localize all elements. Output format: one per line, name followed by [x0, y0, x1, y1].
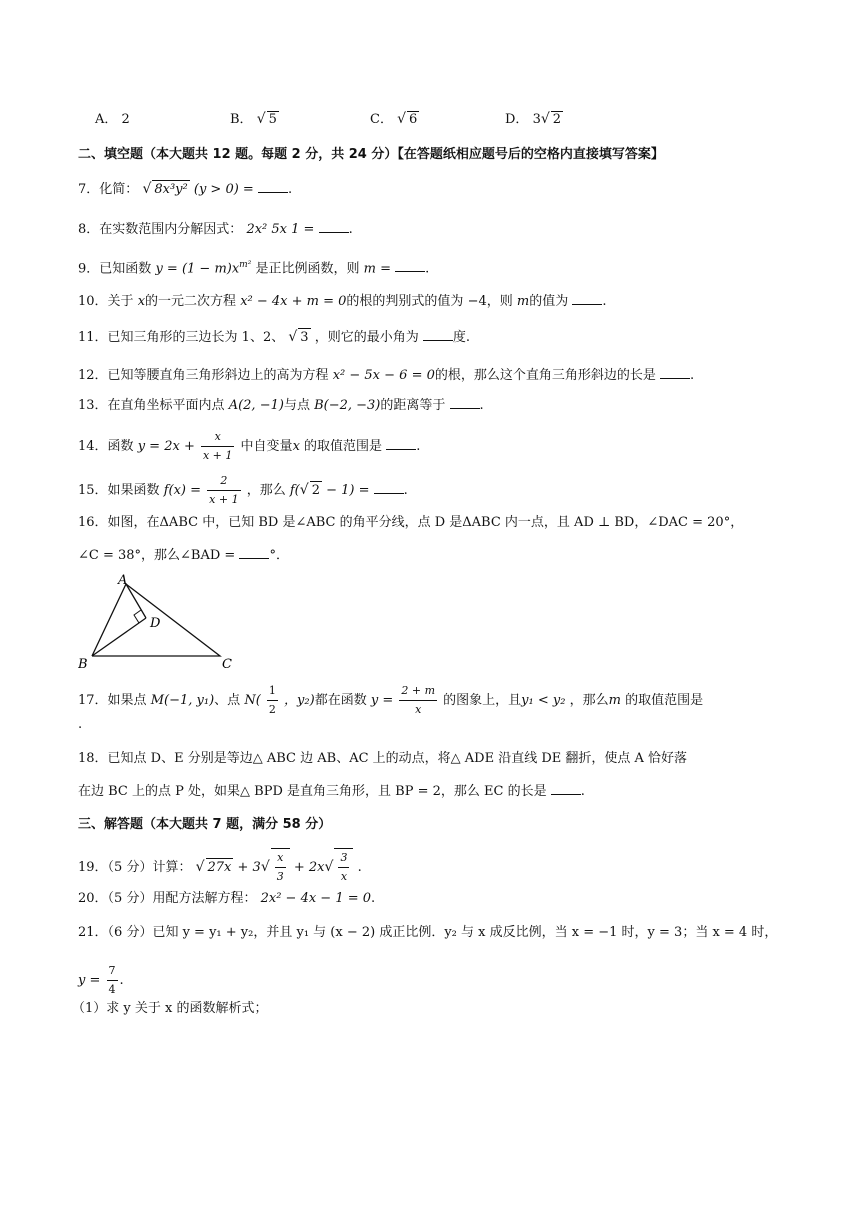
question-9: 9．已知函数 $y = (1 - m)x^{m^2}$ 是正比例函数，则 m = . — [78, 260, 430, 277]
question-8: 8．在实数范围内分解因式： 2x² 5x 1 = . — [78, 222, 353, 237]
answer-blank[interactable] — [551, 782, 581, 795]
fraction: $\frac{x}{3}$ — [276, 851, 284, 883]
answer-blank[interactable] — [319, 220, 349, 233]
triangle-figure — [78, 572, 248, 672]
label-b: B — [78, 657, 88, 672]
answer-blank[interactable] — [395, 259, 425, 272]
question-7: 7．化简： √ 8x³y² (y > 0) = . — [78, 181, 293, 197]
answer-blank[interactable] — [386, 437, 416, 450]
sqrt-icon: √ — [324, 859, 334, 875]
choice-a: A． 2 — [95, 112, 130, 127]
answer-blank[interactable] — [374, 481, 404, 494]
question-18-line-1: 18．已知点 D、E 分别是等边△ ABC 边 AB、AC 上的动点，将△ ADE 沿直线 DE 翻折，使点 A 恰好落 — [78, 751, 688, 766]
segment-bd — [92, 618, 146, 656]
question-10: 10．关于 x的一元二次方程 x² − 4x + m = 0的根的判别式的值为 −4，则 m的值为 . — [78, 294, 607, 309]
answer-blank[interactable] — [239, 546, 269, 559]
question-17-line-2: . — [78, 717, 83, 732]
fraction: $\frac{1}{2}$ — [268, 684, 276, 716]
fraction: $\frac{7}{4}$ — [108, 964, 116, 996]
question-21-part-1: （1）求 y 关于 x 的函数解析式； — [72, 1001, 268, 1016]
choice-c: C． √ 6 — [370, 111, 418, 127]
section-2-title: 二、填空题（本大题共 12 题。每题 2 分，共 24 分）【在答题纸相应题号后的空格内直接填写答案】 — [78, 147, 664, 162]
label-a: A — [118, 573, 128, 588]
question-13: 13．在直角坐标平面内点 A(2, −1)与点 B(−2, −3)的距离等于 . — [78, 398, 484, 413]
question-11: 11．已知三角形的三边长为 1、2、 √ 3 ，则它的最小角为 度. — [78, 329, 471, 345]
segment-ad — [126, 584, 146, 618]
question-20: 20．（5 分）用配方法解方程： 2x² − 4x − 1 = 0. — [78, 891, 376, 906]
sqrt-icon: √ — [260, 859, 270, 875]
sqrt-icon: √ — [299, 482, 309, 498]
sqrt-icon: √ — [397, 111, 407, 127]
question-16-line-2: ∠C = 38°，那么∠BAD = °． — [78, 548, 289, 563]
answer-blank[interactable] — [423, 328, 453, 341]
choices-row — [95, 108, 655, 128]
sqrt-icon: √ — [195, 859, 205, 875]
fraction: $\frac{2 + m}{x}$ — [401, 684, 435, 716]
question-18-line-2: 在边 BC 上的点 P 处，如果△ BPD 是直角三角形，且 BP = 2，那么 EC 的长是 . — [78, 784, 585, 799]
question-12: 12．已知等腰直角三角形斜边上的高为方程 x² − 5x − 6 = 0的根，那么这个直角三角形斜边的长是 . — [78, 368, 695, 383]
sqrt-icon: √ — [288, 329, 298, 345]
sqrt-icon: √ — [142, 181, 152, 197]
label-c: C — [222, 657, 232, 672]
triangle-diagram — [78, 572, 248, 672]
answer-blank[interactable] — [258, 180, 288, 193]
fraction: $\frac{3}{x}$ — [340, 851, 348, 883]
question-21-line-2: y = $\frac{7}{4}$ . — [78, 962, 124, 999]
choice-d: D． 3√ 2 — [505, 111, 562, 127]
label-d: D — [150, 616, 161, 631]
right-angle-mark — [134, 610, 141, 623]
question-16-line-1: 16．如图，在ΔABC 中，已知 BD 是∠ABC 的角平分线，点 D 是ΔABC 内一点，且 AD ⊥ BD，∠DAC = 20°， — [78, 515, 744, 530]
answer-blank[interactable] — [660, 366, 690, 379]
sqrt-icon: √ — [540, 111, 550, 127]
question-17: 17．如果点 M(−1, y₁)、点 N( $\frac{1}{2}$ ，y₂)都在函数 y = $\frac{2 + m}{x}$ 的图象上，且y₁ < y₂ ，那么m 的取值范围是 — [78, 682, 703, 719]
answer-blank[interactable] — [572, 292, 602, 305]
sqrt-icon: √ — [256, 111, 266, 127]
answer-blank[interactable] — [450, 396, 480, 409]
question-15: 15．如果函数 f(x) = $\frac{2}{x + 1}$ ，那么 f(√ 2 − 1) = . — [78, 472, 408, 509]
section-3-title: 三、解答题（本大题共 7 题，满分 58 分） — [78, 817, 332, 832]
fraction: $\frac{2}{x + 1}$ — [209, 474, 239, 506]
question-19: 19．（5 分）计算： √ 27x + 3√ $\frac{x}{3}$ + 2x√ $\frac{3}{x}$ . — [78, 848, 362, 886]
choice-b: B． √ 5 — [230, 111, 277, 127]
question-14: 14．函数 y = 2x + $\frac{x}{x + 1}$ 中自变量x 的取值范围是 . — [78, 428, 420, 465]
question-21-line-1: 21．（6 分）已知 y = y₁ + y₂，并且 y₁ 与 (x − 2) 成正比例．y₂ 与 x 成反比例，当 x = −1 时，y = 3；当 x = 4 时， — [78, 925, 778, 940]
fraction: $\frac{x}{x + 1}$ — [202, 430, 233, 462]
